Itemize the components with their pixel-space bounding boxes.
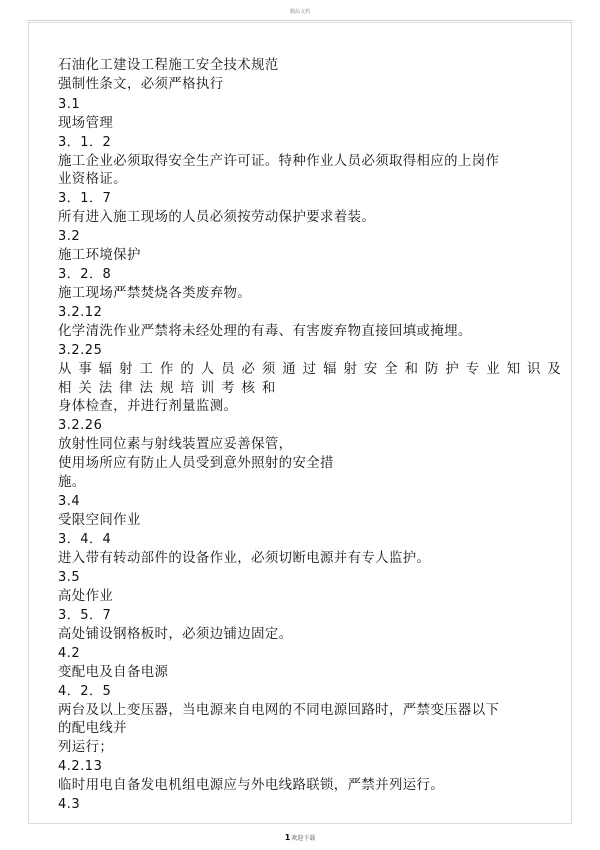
clause-text: 业资格证。	[58, 172, 127, 187]
page-number: 1	[284, 833, 291, 842]
clause-text: 进入带有转动部件的设备作业，必须切断电源并有专人监护。	[58, 551, 431, 566]
clause-number: 3．2．8	[58, 267, 112, 282]
clause-text: 化学清洗作业严禁将未经处理的有毒、有害废弃物直接回填或掩埋。	[58, 324, 472, 339]
clause-text: 相关法律法规培训考核和	[58, 381, 283, 396]
clause-number: 4.2.13	[58, 759, 103, 774]
clause-text: 从事辐射工作的人员必须通过辐射安全和防护专业知识及	[58, 362, 568, 377]
section-heading: 现场管理	[58, 116, 114, 131]
header-rule	[28, 20, 572, 21]
section-heading: 施工环境保护	[58, 248, 141, 263]
section-number: 4.2	[58, 646, 81, 661]
clause-number: 4．2．5	[58, 684, 112, 699]
section-heading: 变配电及自备电源	[58, 665, 169, 680]
clause-text: 施工企业必须取得安全生产许可证。特种作业人员必须取得相应的上岗作	[58, 154, 500, 169]
clause-number: 3.2.12	[58, 305, 103, 320]
clause-number: 3.2.25	[58, 343, 103, 358]
clause-text: 身体检查，并进行剂量监测。	[58, 399, 238, 414]
footer-text: 欢迎下载	[291, 835, 316, 842]
clause-text: 临时用电自备发电机组电源应与外电线路联锁，严禁并列运行。	[58, 778, 445, 793]
clause-number: 3．1．7	[58, 191, 112, 206]
clause-text: 使用场所应有防止人员受到意外照射的安全措	[58, 456, 334, 471]
clause-text: 所有进入施工现场的人员必须按劳动保护要求着装。	[58, 210, 376, 225]
section-number: 4.3	[58, 797, 81, 812]
section-heading: 高处作业	[58, 589, 114, 604]
section-number: 3.1	[58, 97, 81, 112]
section-heading: 受限空间作业	[58, 513, 141, 528]
clause-text: 放射性同位素与射线装置应妥善保管，	[58, 437, 293, 452]
section-number: 3.4	[58, 494, 81, 509]
clause-number: 3．1．2	[58, 135, 112, 150]
section-number: 3.5	[58, 570, 81, 585]
clause-text: 施。	[58, 475, 86, 490]
clause-number: 3．5．7	[58, 608, 112, 623]
clause-text: 列运行；	[58, 740, 114, 755]
page-footer	[0, 833, 600, 842]
clause-text: 的配电线并	[58, 721, 127, 736]
clause-text: 施工现场严禁焚烧各类废弃物。	[58, 286, 252, 301]
clause-number: 3.2.26	[58, 418, 103, 433]
doc-title: 石油化工建设工程施工安全技术规范	[58, 58, 279, 73]
doc-subtitle: 强制性条文，必须严格执行	[58, 77, 224, 92]
clause-number: 3．4．4	[58, 532, 112, 547]
clause-text: 两台及以上变压器，当电源来自电网的不同电源回路时，严禁变压器以下	[58, 703, 500, 718]
section-number: 3.2	[58, 229, 81, 244]
clause-text: 高处铺设钢格板时，必须边铺边固定。	[58, 627, 293, 642]
page-header: 精品文档	[289, 9, 310, 15]
